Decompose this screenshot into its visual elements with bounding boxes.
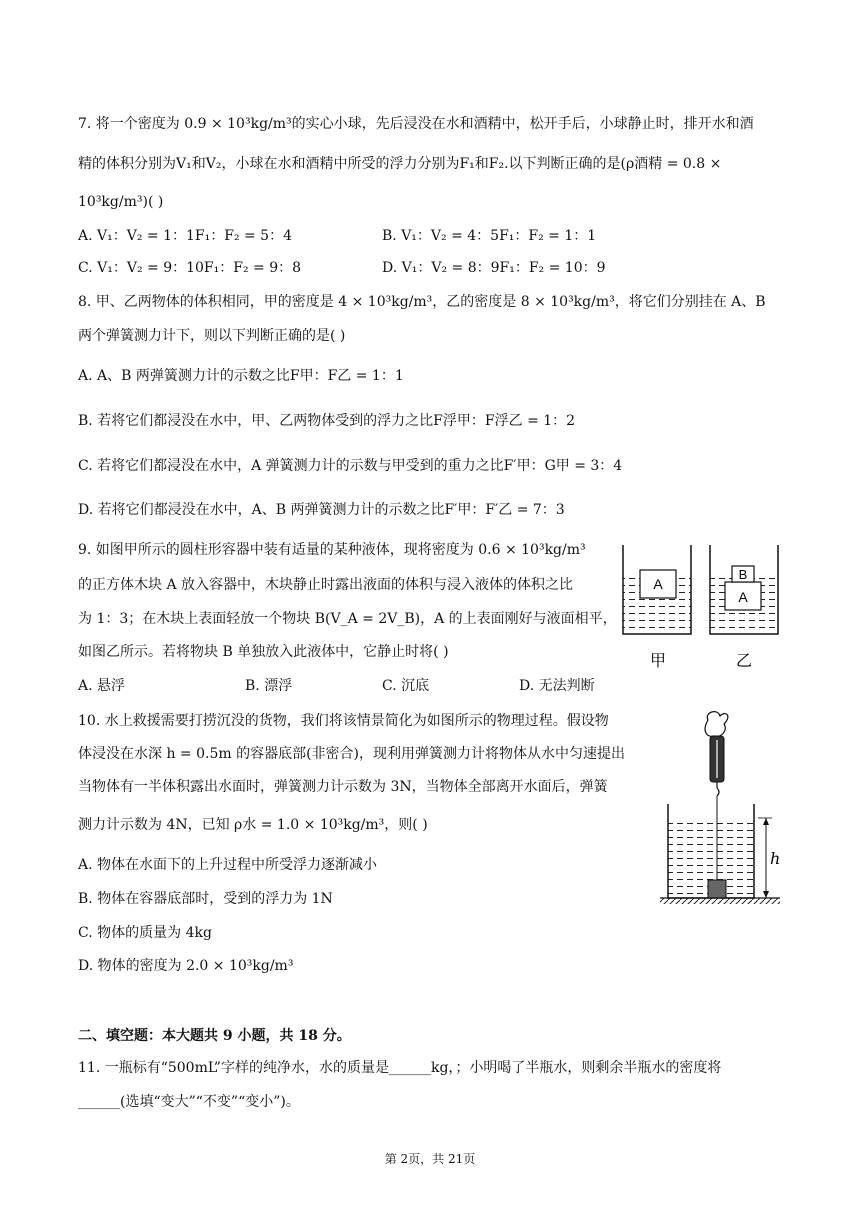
q9-option-b: B. 漂浮 [245, 678, 293, 694]
q11-line2: ______(选填“变大”“不变”“变小”)。 [78, 1094, 300, 1110]
q10-option-d: D. 物体的密度为 2.0 × 10³kg/m³ [78, 958, 294, 974]
q7-line3: 10³kg/m³)( ) [78, 194, 164, 210]
q9-line1: 9. 如图甲所示的圆柱形容器中装有适量的某种液体，现将密度为 0.6 × 10³kg/m³ [78, 542, 586, 558]
q10-option-b: B. 物体在容器底部时，受到的浮力为 1N [78, 891, 333, 907]
q11-line1: 11. 一瓶标有“500mL”字样的纯净水，水的质量是______kg，；小明喝了半瓶水，则剩余半瓶水的密度将 [78, 1060, 722, 1076]
q8-option-a: A. A、B 两弹簧测力计的示数之比F甲：F乙 = 1：1 [78, 368, 404, 384]
section-heading: 二、填空题：本大题共 9 小题，共 18 分。 [78, 1028, 351, 1044]
hand-icon [705, 712, 728, 737]
q10-line1: 10. 水上救援需要打捞沉没的货物，我们将该情景简化为如图所示的物理过程。假设物 [78, 713, 609, 729]
q10-line4: 测力计示数为 4N，已知 ρ水 = 1.0 × 10³kg/m³，则( ) [78, 817, 428, 833]
q8-option-b: B. 若将它们都浸没在水中，甲、乙两物体受到的浮力之比F浮甲：F浮乙 = 1：2 [78, 413, 576, 429]
ground [660, 898, 780, 904]
figure-label-yi: 乙 [735, 651, 753, 670]
h-label: h [770, 849, 781, 868]
q9-line2: 的正方体木块 A 放入容器中，木块静止时露出液面的体积与浸入液体的体积之比 [78, 577, 574, 593]
q7-option-c: C. V₁：V₂ = 9：10F₁：F₂ = 9：8 [78, 260, 302, 276]
page-footer: 第 2页，共 21页 [384, 1152, 476, 1166]
q7-line1: 7. 将一个密度为 0.9 × 10³kg/m³的实心小球，先后浸没在水和酒精中，松开手后，小球静止时，排开水和酒 [78, 116, 754, 132]
q7-line2: 精的体积分别为V₁和V₂，小球在水和酒精中所受的浮力分别为F₁和F₂.以下判断正确的是(ρ酒精 = 0.8 × [78, 156, 722, 172]
q9-option-c: C. 沉底 [382, 678, 430, 694]
q7-option-b: B. V₁：V₂ = 4：5F₁：F₂ = 1：1 [382, 228, 597, 244]
q8-option-d: D. 若将它们都浸没在水中，A、B 两弹簧测力计的示数之比F′甲：F′乙 = 7：3 [78, 502, 565, 518]
q8-line1: 8. 甲、乙两物体的体积相同，甲的密度是 4 × 10³kg/m³，乙的密度是 8 × 10³kg/m³，将它们分别挂在 A、B [78, 294, 766, 310]
q9-line4: 如图乙所示。若将物块 B 单独放入此液体中，它静止时将( ) [78, 644, 449, 660]
q9-option-a: A. 悬浮 [78, 678, 126, 694]
q10-figure [656, 708, 786, 913]
q9-line3: 为 1：3；在木块上表面轻放一个物块 B(V_A = 2V_B)，A 的上表面刚好与液面相平， [78, 611, 617, 627]
block-b-label: B [738, 567, 748, 582]
figure-label-jia: 甲 [649, 651, 667, 670]
q7-option-a: A. V₁：V₂ = 1：1F₁：F₂ = 5：4 [78, 228, 292, 244]
q8-option-c: C. 若将它们都浸没在水中，A 弹簧测力计的示数与甲受到的重力之比F′甲：G甲 = 3：4 [78, 458, 623, 474]
q10-line2: 体浸没在水深 h = 0.5m 的容器底部(非密合)，现利用弹簧测力计将物体从水中匀速提出 [78, 746, 626, 762]
q10-line3: 当物体有一半体积露出水面时，弹簧测力计示数为 3N，当物体全部离开水面后，弹簧 [78, 779, 608, 795]
q7-option-d: D. V₁：V₂ = 8：9F₁：F₂ = 10：9 [382, 260, 606, 276]
submerged-object [708, 880, 726, 898]
q9-figure [618, 540, 788, 675]
q9-option-d: D. 无法判断 [519, 678, 595, 694]
block-a-1-label: A [653, 576, 663, 592]
block-a-2-label: A [738, 589, 748, 605]
q10-option-c: C. 物体的质量为 4kg [78, 925, 212, 941]
q10-option-a: A. 物体在水面下的上升过程中所受浮力逐渐减小 [78, 857, 378, 873]
q8-line2: 两个弹簧测力计下，则以下判断正确的是( ) [78, 328, 346, 344]
